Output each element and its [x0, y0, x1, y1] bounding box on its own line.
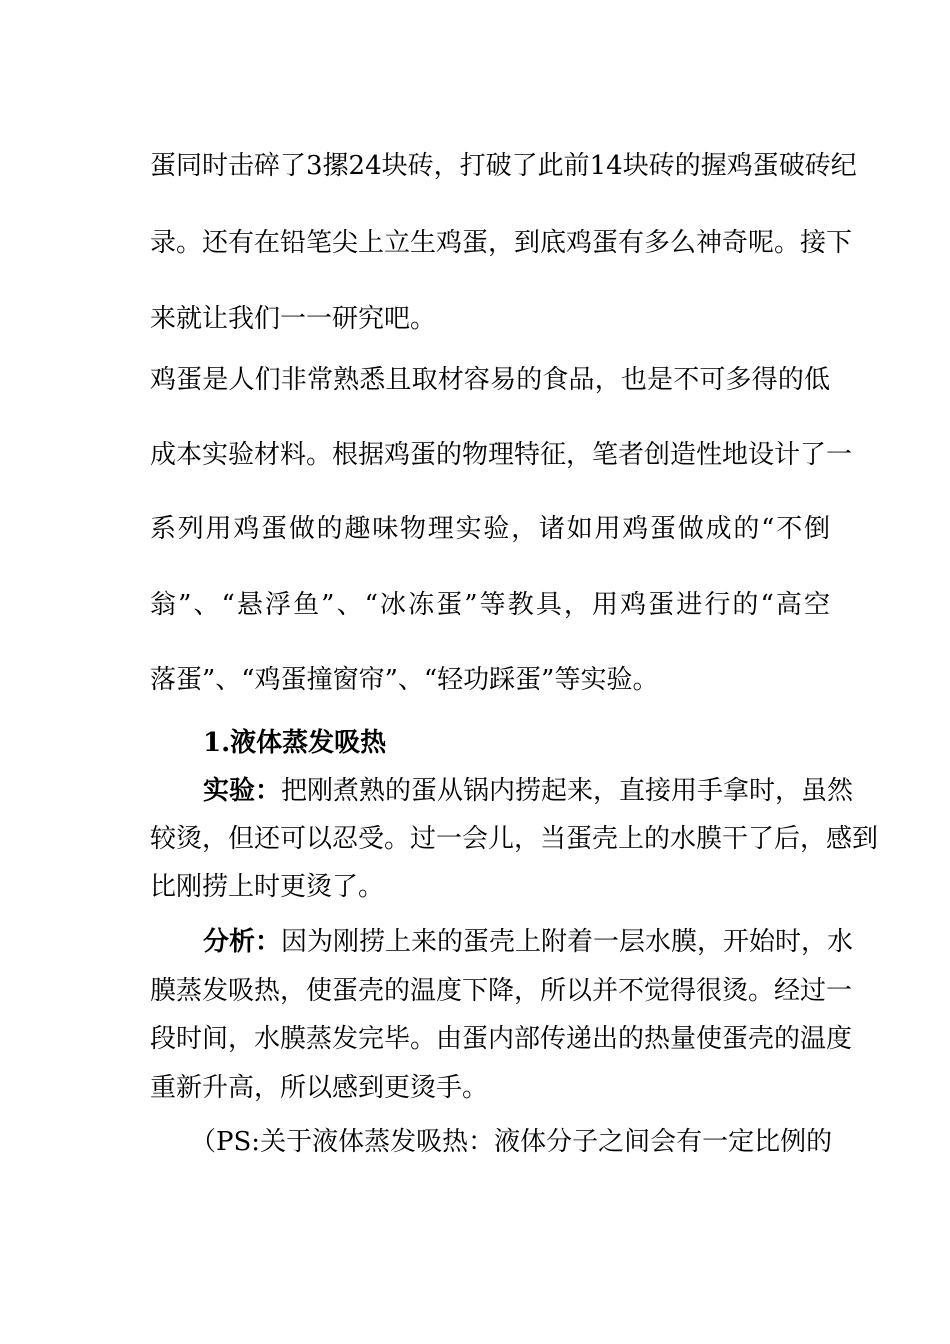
experiment-text-1: 把刚煮熟的蛋从锅内捞起来，直接用手拿时，虽然 [281, 776, 854, 806]
egg-line-3: 系列用鸡蛋做的趣味物理实验，诸如用鸡蛋做成的“不倒 [150, 514, 830, 544]
experiment-line-1 [203, 775, 854, 807]
analysis-line-3: 段时间，水膜蒸发完毕。由蛋内部传递出的热量使蛋壳的温度 [150, 1024, 853, 1054]
ps-line: （PS:关于液体蒸发吸热：液体分子之间会有一定比例的 [190, 1127, 833, 1157]
analysis-line-1 [203, 926, 854, 958]
intro-line-3: 来就让我们一一研究吧。 [150, 304, 437, 334]
egg-line-2: 成本实验材料。根据鸡蛋的物理特征，笔者创造性地设计了一 [150, 440, 853, 470]
analysis-label: 分析： [203, 927, 282, 957]
section-heading: 1.液体蒸发吸热 [203, 728, 387, 758]
experiment-line-2: 较烫，但还可以忍受。过一会儿，当蛋壳上的水膜干了后，感到 [150, 824, 879, 854]
analysis-text-1: 因为刚捞上来的蛋壳上附着一层水膜，开始时，水 [281, 927, 854, 957]
egg-line-4: 翁”、“悬浮鱼”、“冰冻蛋”等教具，用鸡蛋进行的“高空 [150, 590, 830, 620]
experiment-line-3: 比刚捞上时更烫了。 [150, 872, 385, 902]
intro-line-2: 录。还有在铅笔尖上立生鸡蛋，到底鸡蛋有多么神奇呢。接下 [150, 228, 853, 258]
egg-line-5: 落蛋”、“鸡蛋撞窗帘”、“轻功踩蛋”等实验。 [150, 665, 659, 695]
analysis-line-4: 重新升高，所以感到更烫手。 [150, 1073, 489, 1103]
intro-line-1: 蛋同时击碎了3摞24块砖，打破了此前14块砖的握鸡蛋破砖纪 [150, 151, 857, 181]
egg-line-1: 鸡蛋是人们非常熟悉且取材容易的食品，也是不可多得的低 [150, 365, 830, 395]
experiment-label: 实验： [203, 776, 282, 806]
analysis-line-2: 膜蒸发吸热，使蛋壳的温度下降，所以并不觉得很烫。经过一 [150, 976, 853, 1006]
